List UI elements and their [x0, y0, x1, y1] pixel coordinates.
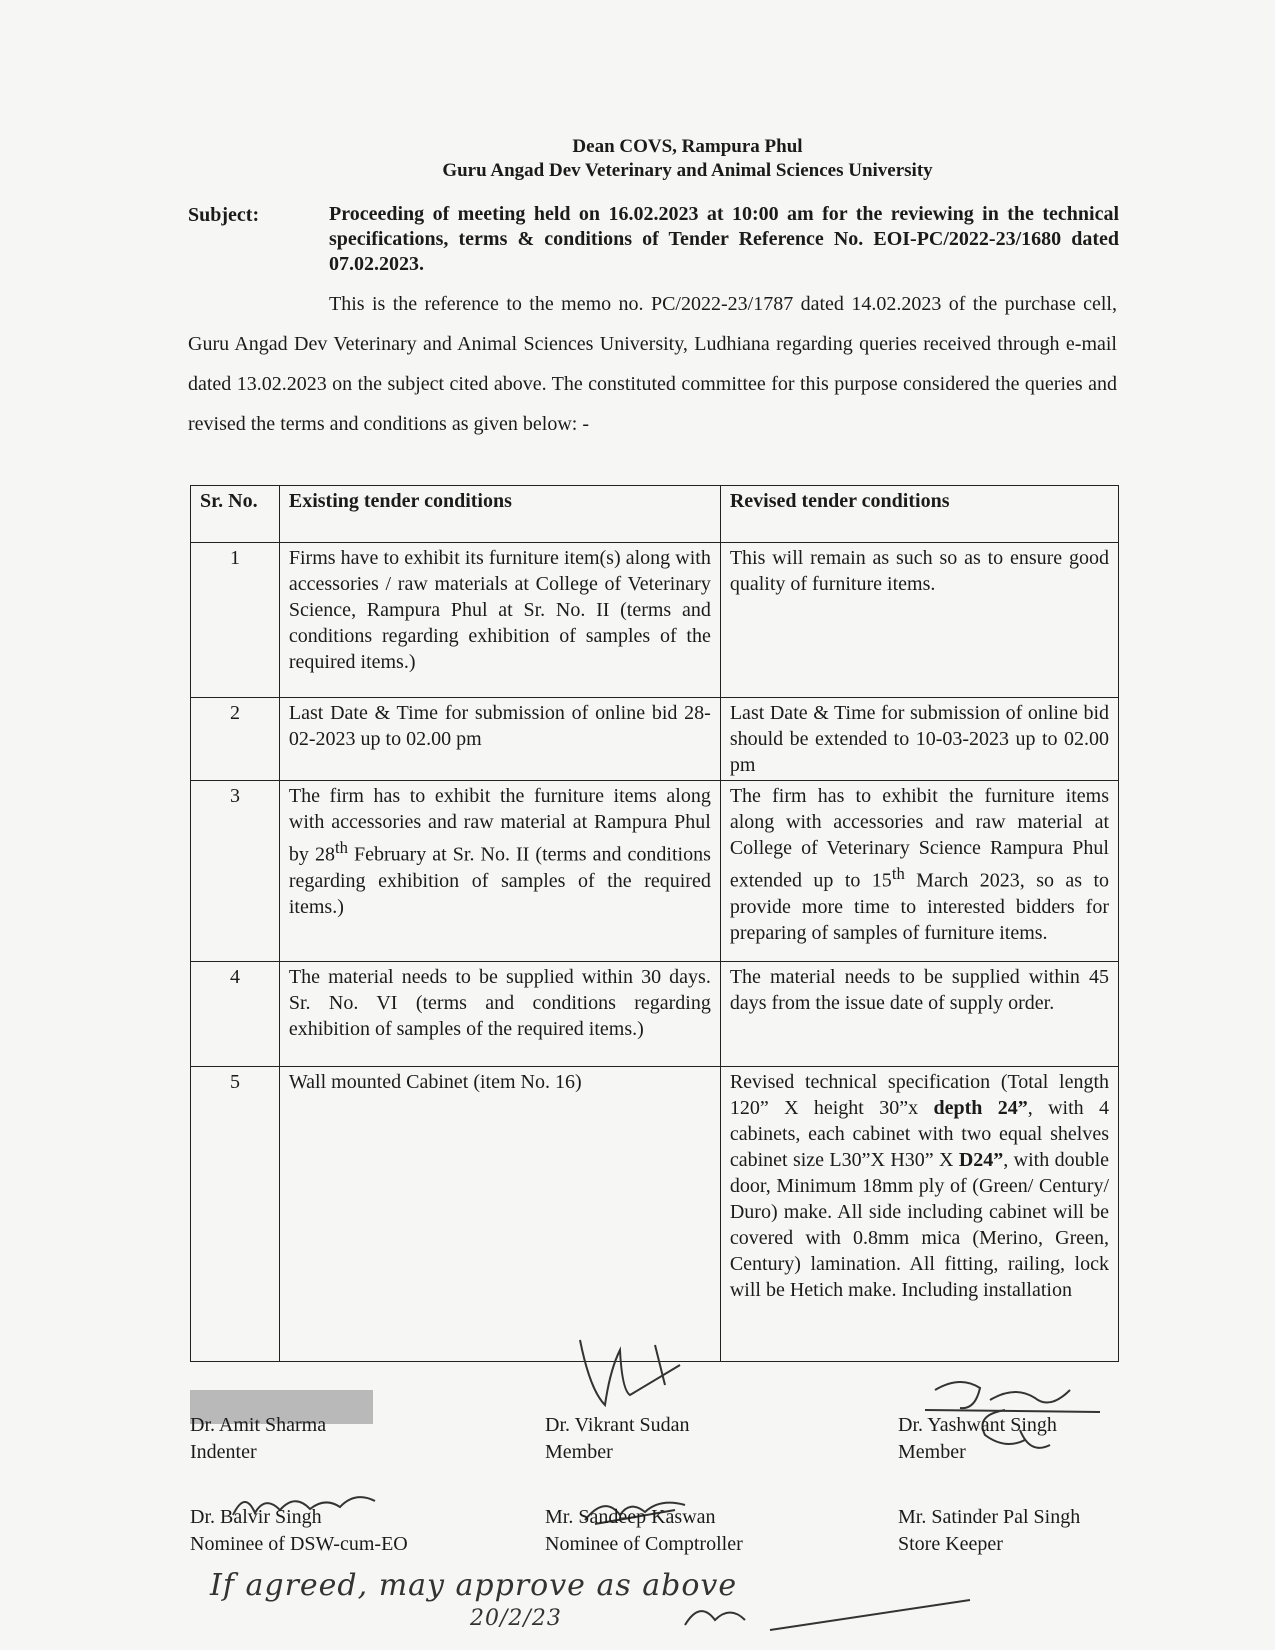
approval-scribble [680, 1590, 980, 1640]
table-row [191, 543, 1119, 698]
table-header-row [191, 486, 1119, 543]
cell-sr: 4 [191, 962, 280, 1067]
superscript: th [334, 838, 348, 857]
signatory-block [190, 1504, 408, 1558]
intro-paragraph: This is the reference to the memo no. PC/2022-23/1787 dated 14.02.2023 of the purchase cell, Guru Angad Dev Veterinary and Animal Sciences University, Ludhiana regarding queries received through e-mail dated 13.02.2023 on the subject cited above. The constituted committee for this purpose considered the queries and revised the terms and conditions as given below: - [188, 293, 1117, 435]
signatory-name: Dr. Yashwant Singh [898, 1414, 1057, 1436]
signatory-role: Nominee of Comptroller [545, 1533, 743, 1555]
signatory-name: Mr. Sandeep Kaswan [545, 1506, 716, 1528]
subject-label: Subject: [188, 204, 260, 226]
handwritten-date: 20/2/23 [470, 1606, 562, 1631]
cell-sr: 2 [191, 698, 280, 781]
signatory-role: Nominee of DSW-cum-EO [190, 1533, 408, 1555]
signatory-role: Indenter [190, 1441, 257, 1463]
signatory-role: Member [898, 1441, 966, 1463]
cell-revised [720, 1067, 1118, 1362]
cell-text: The firm has to exhibit the furniture items along with accessories and raw material at College of Veterinary Science Rampura Phul extended up to 15 [729, 785, 1109, 892]
signatory-block [545, 1412, 690, 1466]
cell-revised: This will remain as such so as to ensure good quality of furniture items. [720, 543, 1118, 698]
table-row [191, 962, 1119, 1067]
cell-text: , with 4 cabinets, each cabinet with two equal shelves cabinet size L30”X H30” X [729, 1097, 1110, 1171]
institution-title: Dean COVS, Rampura Phul [572, 136, 803, 157]
table-row [191, 781, 1119, 962]
subject-text: Proceeding of meeting held on 16.02.2023 at 10:00 am for the reviewing in the technical specifications, terms & conditions of Tender Reference No. EOI-PC/2022-23/1680 dated 07.02.2023. [329, 203, 1119, 275]
signatory-block [545, 1504, 743, 1558]
signatory-name: Mr. Satinder Pal Singh [898, 1506, 1081, 1528]
header-sr-no: Sr. No. [191, 486, 280, 543]
cell-sr: 1 [191, 543, 280, 698]
cell-text: February at Sr. No. II (terms and conditions regarding exhibition of samples of the required items.) [288, 843, 711, 918]
signatory-block [898, 1504, 1080, 1558]
cell-sr: 3 [191, 781, 280, 962]
cell-existing: Wall mounted Cabinet (item No. 16) [279, 1067, 720, 1362]
cell-existing: Firms have to exhibit its furniture item(s) along with accessories / raw materials at College of Veterinary Science, Rampura Phul at Sr. No. II (terms and conditions regarding exhibition of samples of the required items.) [279, 543, 720, 698]
handwritten-approval-note: If agreed, may approve as above [210, 1568, 738, 1603]
signatory-name: Dr. Vikrant Sudan [545, 1414, 690, 1436]
cell-revised [720, 781, 1118, 962]
signatory-name: Dr. Balvir Singh [190, 1506, 322, 1528]
signatory-role: Store Keeper [898, 1533, 1003, 1555]
cell-revised: Last Date & Time for submission of online bid should be extended to 10-03-2023 up to 02.00 pm [720, 698, 1118, 781]
cell-existing [279, 781, 720, 962]
cell-text: Revised technical specification (Total length 120” X height 30”x [729, 1071, 1109, 1119]
university-title: Guru Angad Dev Veterinary and Animal Sciences University [442, 160, 933, 181]
signatory-role: Member [545, 1441, 613, 1463]
cell-sr: 5 [191, 1067, 280, 1362]
cell-existing: The material needs to be supplied within 30 days. Sr. No. VI (terms and conditions regarding exhibition of samples of the required items.) [279, 962, 720, 1067]
table-row [191, 1067, 1119, 1362]
cell-text: The firm has to exhibit the furniture items along with accessories and raw material at Rampura Phul by 28 [288, 785, 711, 866]
bold-text: depth 24” [933, 1097, 1028, 1119]
bold-text: D24” [958, 1149, 1004, 1171]
signatory-name: Dr. Amit Sharma [190, 1414, 327, 1436]
superscript: th [891, 864, 905, 883]
header-revised: Revised tender conditions [720, 486, 1118, 543]
cell-existing: Last Date & Time for submission of online bid 28-02-2023 up to 02.00 pm [279, 698, 720, 781]
signatory-block [190, 1412, 326, 1466]
cell-text: March 2023, so as to provide more time to interested bidders for preparing of samples of furniture items. [729, 869, 1109, 944]
cell-text: , with double door, Minimum 18mm ply of (Green/ Century/ Duro) make. All side including cabinet will be covered with 0.8mm mica (Merino, Green, Century) lamination. All fitting, railing, lock will be Hetich make. Including installation [729, 1149, 1110, 1301]
cell-revised: The material needs to be supplied within 45 days from the issue date of supply order. [720, 962, 1118, 1067]
signatory-block [898, 1412, 1057, 1466]
signature-scribble-sudan [560, 1330, 710, 1420]
header-existing: Existing tender conditions [279, 486, 720, 543]
table-row [191, 698, 1119, 781]
conditions-table [190, 485, 1119, 1362]
